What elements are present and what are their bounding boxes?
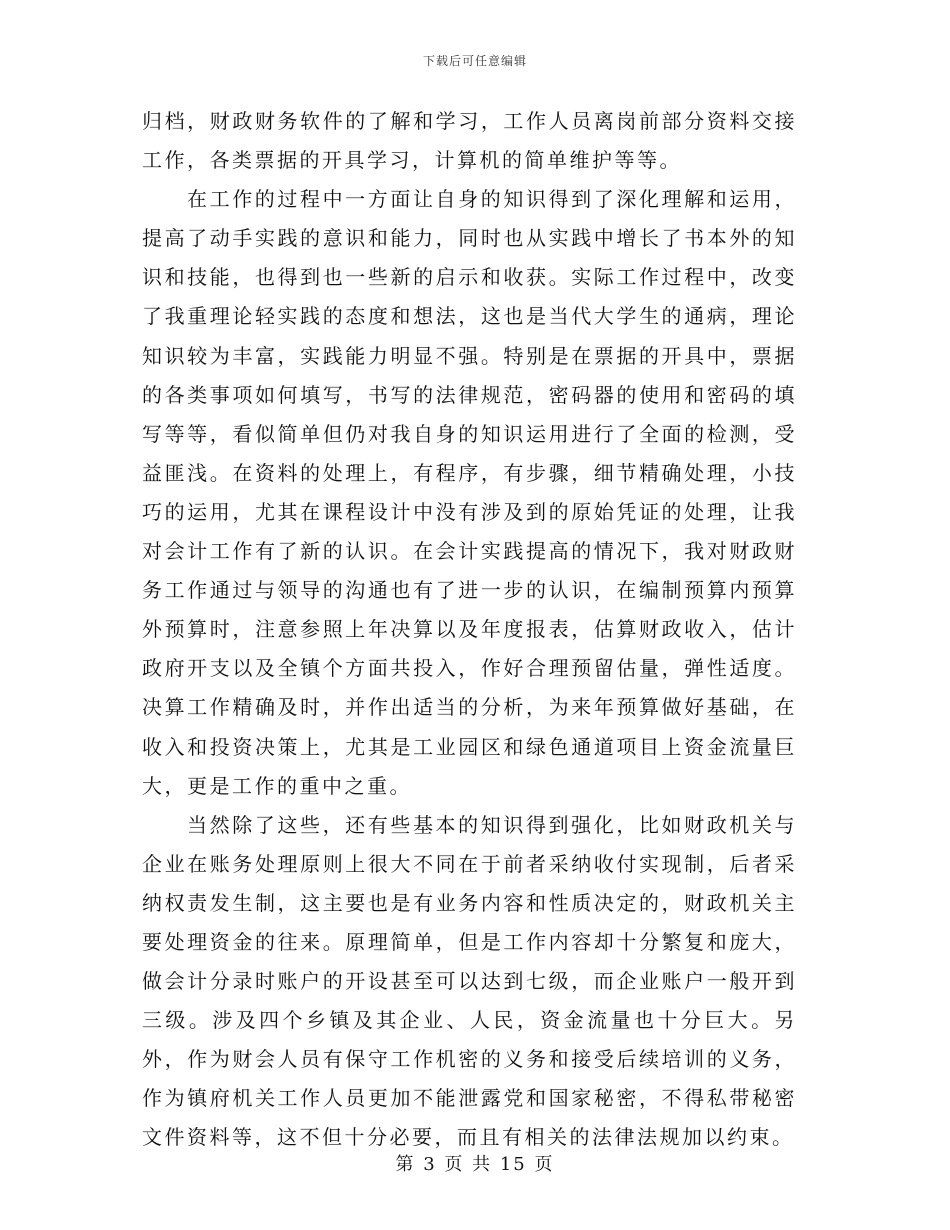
paragraph-work-experience: 在工作的过程中一方面让自身的知识得到了深化理解和运用，提高了动手实践的意识和能力，同时也从实践中增长了书本外的知识和技能，也得到也一些新的启示和收获。实际工作过程中，改变了我重理论轻实践的态度和想法，这也是当代大学生的通病，理论知识较为丰富，实践能力明显不强。特别是在票据的开具中，票据的各类事项如何填写，书写的法律规范，密码器的使用和密码的填写等等，看似简单但仍对我自身的知识运用进行了全面的检测，受益匪浅。在资料的处理上，有程序，有步骤，细节精确处理，小技巧的运用，尤其在课程设计中没有涉及到的原始凭证的处理，让我对会计工作有了新的认识。在会计实践提高的情况下，我对财政财务工作通过与领导的沟通也有了进一步的认识，在编制预算内预算外预算时，注意参照上年决算以及年度报表，估算财政收入，估计政府开支以及全镇个方面共投入，作好合理预留估量，弹性适度。决算工作精确及时，并作出适当的分析，为来年预算做好基础，在收入和投资决策上，尤其是工业园区和绿色通道项目上资金流量巨大，更是工作的重中之重。	[142, 187, 797, 798]
page-number-footer: 第 3 页 共 15 页	[395, 1154, 555, 1175]
document-body	[142, 102, 797, 1158]
page-header: 下载后可任意编辑	[422, 54, 527, 68]
paragraph-continued: 归档，财政财务软件的了解和学习，工作人员离岗前部分资料交接工作，各类票据的开具学习，计算机的简单维护等等。	[142, 109, 797, 173]
paragraph-basic-knowledge: 当然除了这些，还有些基本的知识得到强化，比如财政机关与企业在账务处理原则上很大不同在于前者采纳收付实现制，后者采纳权责发生制，这主要也是有业务内容和性质决定的，财政机关主要处理资金的往来。原理简单，但是工作内容却十分繁复和庞大，做会计分录时账户的开设甚至可以达到七级，而企业账户一般开到三级。涉及四个乡镇及其企业、人民，资金流量也十分巨大。另外，作为财会人员有保守工作机密的义务和接受后续培训的义务，作为镇府机关工作人员更加不能泄露党和国家秘密，不得私带秘密文件资料等，这不但十分必要，而且有相关的法律法规加以约束。	[142, 812, 797, 1150]
